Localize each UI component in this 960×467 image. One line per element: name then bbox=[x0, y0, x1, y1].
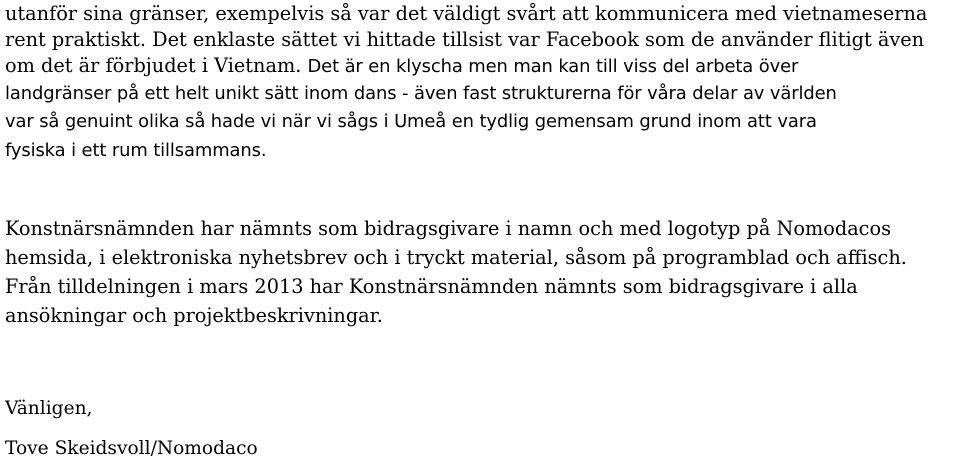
signature: Tove Skeidsvoll/Nomodaco bbox=[5, 438, 258, 459]
text-line: var så genuint olika så hade vi när vi sågs i Umeå en tydlig gemensam grund inom att vara bbox=[5, 111, 817, 132]
text-segment-serif: om det är förbjudet i Vietnam. bbox=[5, 54, 308, 77]
greeting: Vänligen, bbox=[5, 398, 93, 419]
text-line: ansökningar och projektbeskrivningar. bbox=[5, 304, 383, 327]
text-segment-sans: Det är en klyscha men man kan till viss del arbeta över bbox=[307, 56, 799, 77]
document-page bbox=[5, 0, 957, 467]
text-line bbox=[5, 52, 798, 80]
text-line: hemsida, i elektroniska nyhetsbrev och i tryckt material, såsom på programblad och affisch. bbox=[5, 246, 907, 269]
text-line: fysiska i ett rum tillsammans. bbox=[5, 140, 267, 161]
text-line: Konstnärsnämnden har nämnts som bidragsgivare i namn och med logotyp på Nomodacos bbox=[5, 217, 891, 240]
text-line: utanför sina gränser, exempelvis så var det väldigt svårt att kommunicera med vietnameserna bbox=[5, 2, 928, 25]
text-line: landgränser på ett helt unikt sätt inom dans - även fast strukturerna för våra delar av världen bbox=[5, 83, 837, 104]
text-line: rent praktiskt. Det enklaste sättet vi hittade tillsist var Facebook som de använder flitigt även bbox=[5, 28, 925, 51]
text-line: Från tilldelningen i mars 2013 har Konstnärsnämnden nämnts som bidragsgivare i alla bbox=[5, 275, 858, 298]
